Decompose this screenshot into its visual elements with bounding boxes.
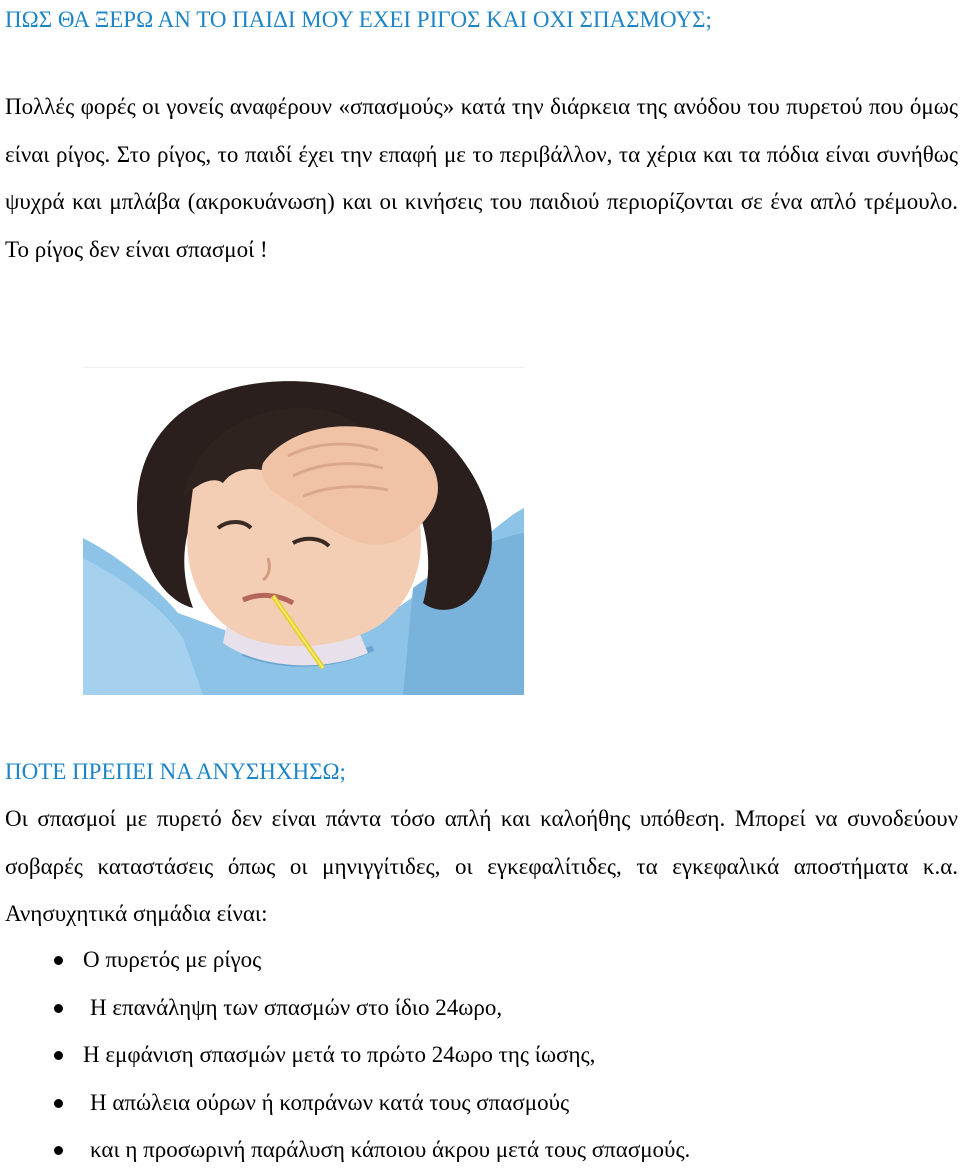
bullet-icon xyxy=(54,1099,63,1108)
list-item xyxy=(0,1126,960,1174)
sick-child-photo xyxy=(83,367,524,695)
list-item-text: Η επανάληψη των σπασμών στο ίδιο 24ωρο, xyxy=(90,994,503,1020)
paragraph-when-to-worry: Οι σπασμοί με πυρετό δεν είναι πάντα τόσο απλή και καλοήθης υπόθεση. Μπορεί να συνοδεύουν σοβαρές καταστάσεις όπως οι μηνιγγίτιδες, οι εγκεφαλίτιδες, τα εγκεφαλικά αποστήματα κ.α. Ανησυχητικά σημάδια είναι: xyxy=(5,806,958,926)
list-item xyxy=(0,984,960,1032)
list-item xyxy=(0,1031,960,1079)
bullet-icon xyxy=(54,1146,63,1155)
bullet-icon xyxy=(54,1004,63,1013)
list-item xyxy=(0,936,960,984)
warning-signs-list xyxy=(0,936,960,1174)
heading-when-to-worry: ΠΟΤΕ ΠΡΕΠΕΙ ΝΑ ΑΝΥΣΗΧΗΣΩ; xyxy=(5,759,346,784)
list-item-text: και η προσωρινή παράλυση κάποιου άκρου μετά τους σπασμούς. xyxy=(90,1137,691,1162)
list-item-text: Η εμφάνιση σπασμών μετά το πρώτο 24ωρο της ίωσης, xyxy=(83,1042,596,1067)
child-with-thermometer-icon xyxy=(83,368,524,695)
list-item-text: Η απώλεια ούρων ή κοπράνων κατά τους σπασμούς xyxy=(90,1089,570,1115)
heading-rigor: ΠΩΣ ΘΑ ΞΕΡΩ ΑΝ ΤΟ ΠΑΙΔΙ ΜΟΥ ΕΧΕΙ ΡΙΓΟΣ ΚΑΙ ΟΧΙ ΣΠΑΣΜΟΥΣ; xyxy=(5,7,712,32)
list-item xyxy=(0,1079,960,1127)
bullet-icon xyxy=(54,956,63,965)
list-item-text: Ο πυρετός με ρίγος xyxy=(83,947,262,972)
paragraph-rigor: Πολλές φορές οι γονείς αναφέρουν «σπασμούς» κατά την διάρκεια της ανόδου του πυρετού που όμως είναι ρίγος. Στο ρίγος, το παιδί έχει την επαφή με το περιβάλλον, τα χέρια και τα πόδια είναι συνήθως ψυχρά και μπλάβα (ακροκυάνωση) και οι κινήσεις του παιδιού περιορίζονται σε ένα απλό τρέμουλο. Το ρίγος δεν είναι σπασμοί ! xyxy=(5,94,958,262)
bullet-icon xyxy=(54,1051,63,1060)
